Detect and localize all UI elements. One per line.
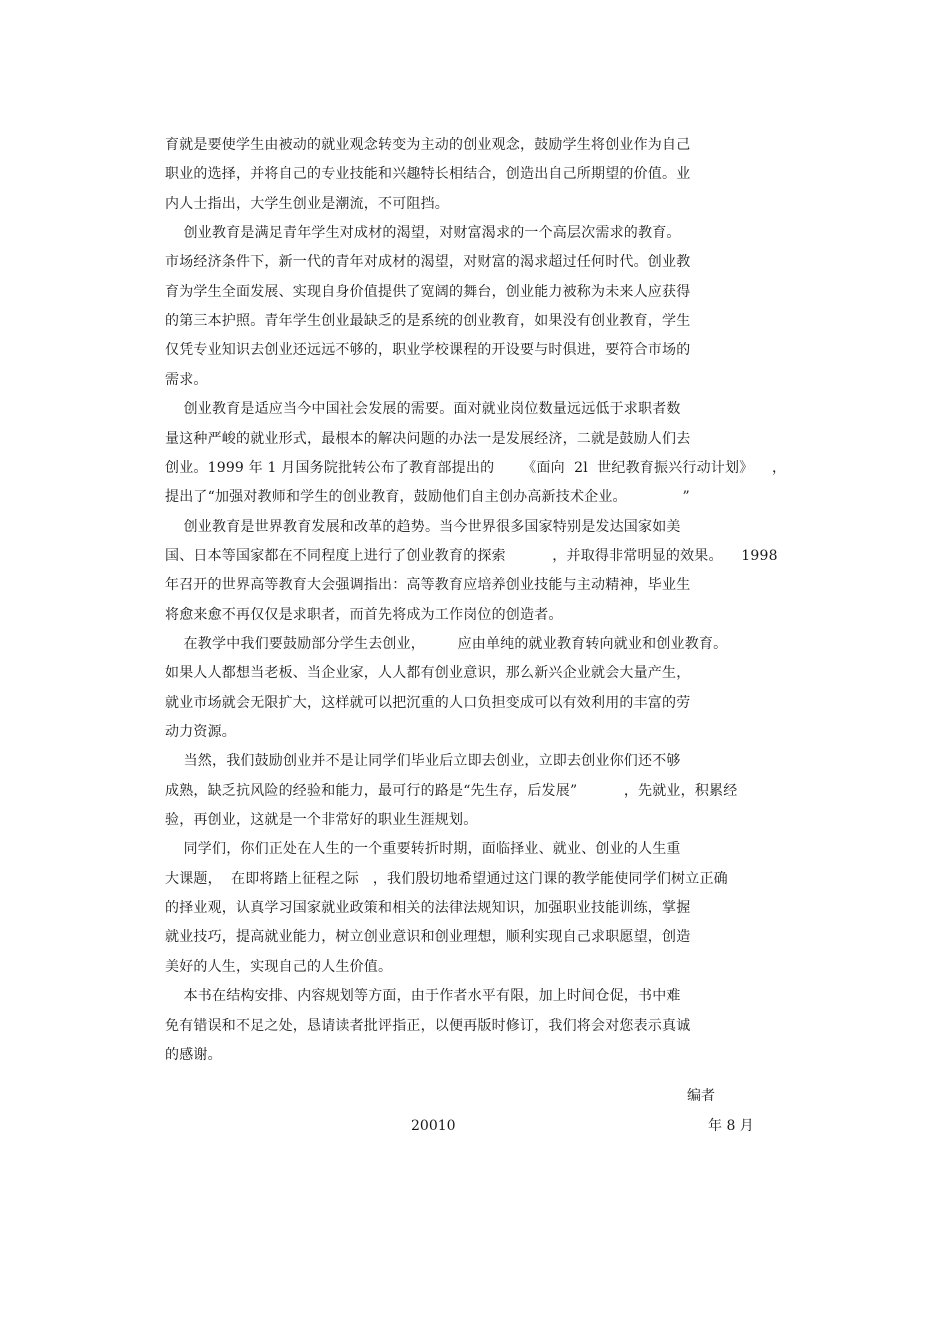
text-line: 就业技巧，提高就业能力，树立创业意识和创业理想，顺利实现自己求职愿望，创造: [165, 929, 691, 945]
text-line: 的感谢。: [165, 1047, 222, 1063]
text-line: 成熟，缺乏抗风险的经验和能力，最可行的路是“先生存，后发展” ，先就业，积累经: [165, 783, 738, 799]
signature-author: 编者: [687, 1088, 715, 1104]
text-line: 国、日本等国家都在不同程度上进行了创业教育的探索 ，并取得非常明显的效果。 1998: [165, 548, 778, 564]
text-line: 量这种严峻的就业形式，最根本的解决问题的办法一是发展经济，二就是鼓励人们去: [165, 431, 691, 447]
text-line: 动力资源。: [165, 724, 236, 740]
text-line: 免有错误和不足之处，恳请读者批评指正，以便再版时修订，我们将会对您表示真诚: [165, 1018, 691, 1034]
text-line: 如果人人都想当老板、当企业家，人人都有创业意识，那么新兴企业就会大量产生，: [165, 665, 691, 681]
text-line: 创业。1999 年 1 月国务院批转公布了教育部提出的 《面向 2l 世纪教育振兴行动计划》 ，: [165, 460, 787, 476]
text-line: 的第三本护照。青年学生创业最缺乏的是系统的创业教育，如果没有创业教育，学生: [165, 313, 691, 329]
text-line: 就业市场就会无限扩大，这样就可以把沉重的人口负担变成可以有效利用的丰富的劳: [165, 695, 691, 711]
text-line: 创业教育是适应当今中国社会发展的需要。面对就业岗位数量远远低于求职者数: [165, 401, 681, 417]
text-line: 创业教育是满足青年学生对成材的渴望，对财富渴求的一个高层次需求的教育。: [165, 225, 681, 241]
text-line: 在教学中我们要鼓励部分学生去创业， 应由单纯的就业教育转向就业和创业教育。: [165, 636, 728, 652]
text-line: 创业教育是世界教育发展和改革的趋势。当今世界很多国家特别是发达国家如美: [165, 519, 681, 535]
signature-year: 20010: [411, 1118, 456, 1134]
text-line: 提出了“加强对教师和学生的创业教育，鼓励他们自主创办高新技术企业。 ”: [165, 489, 690, 505]
text-line: 需求。: [165, 372, 208, 388]
text-line: 同学们，你们正处在人生的一个重要转折时期，面临择业、就业、创业的人生重: [165, 841, 681, 857]
signature-month: 年 8 月: [708, 1118, 754, 1134]
text-line: 育为学生全面发展、实现自身价值提供了宽阔的舞台，创业能力被称为未来人应获得: [165, 284, 691, 300]
text-line: 的择业观，认真学习国家就业政策和相关的法律法规知识，加强职业技能训练，掌握: [165, 900, 691, 916]
text-line: 美好的人生，实现自己的人生价值。: [165, 959, 393, 975]
text-line: 将愈来愈不再仅仅是求职者，而首先将成为工作岗位的创造者。: [165, 607, 563, 623]
text-line: 职业的选择，并将自己的专业技能和兴趣特长相结合，创造出自己所期望的价值。业: [165, 166, 691, 182]
text-line: 市场经济条件下，新一代的青年对成材的渴望，对财富的渴求超过任何时代。创业教: [165, 254, 691, 270]
text-line: 验，再创业，这就是一个非常好的职业生涯规划。: [165, 812, 478, 828]
text-line: 内人士指出，大学生创业是潮流，不可阻挡。: [165, 196, 449, 212]
text-line: 大课题， 在即将踏上征程之际 ，我们殷切地希望通过这门课的教学能使同学们树立正确: [165, 871, 728, 887]
text-line: 育就是要使学生由被动的就业观念转变为主动的创业观念，鼓励学生将创业作为自己: [165, 137, 691, 153]
text-line: 仅凭专业知识去创业还远远不够的，职业学校课程的开设要与时俱进，要符合市场的: [165, 342, 691, 358]
text-line: 当然，我们鼓励创业并不是让同学们毕业后立即去创业，立即去创业你们还不够: [165, 753, 681, 769]
text-line: 年召开的世界高等教育大会强调指出：高等教育应培养创业技能与主动精神，毕业生: [165, 577, 691, 593]
text-line: 本书在结构安排、内容规划等方面，由于作者水平有限，加上时间仓促，书中难: [165, 988, 681, 1004]
